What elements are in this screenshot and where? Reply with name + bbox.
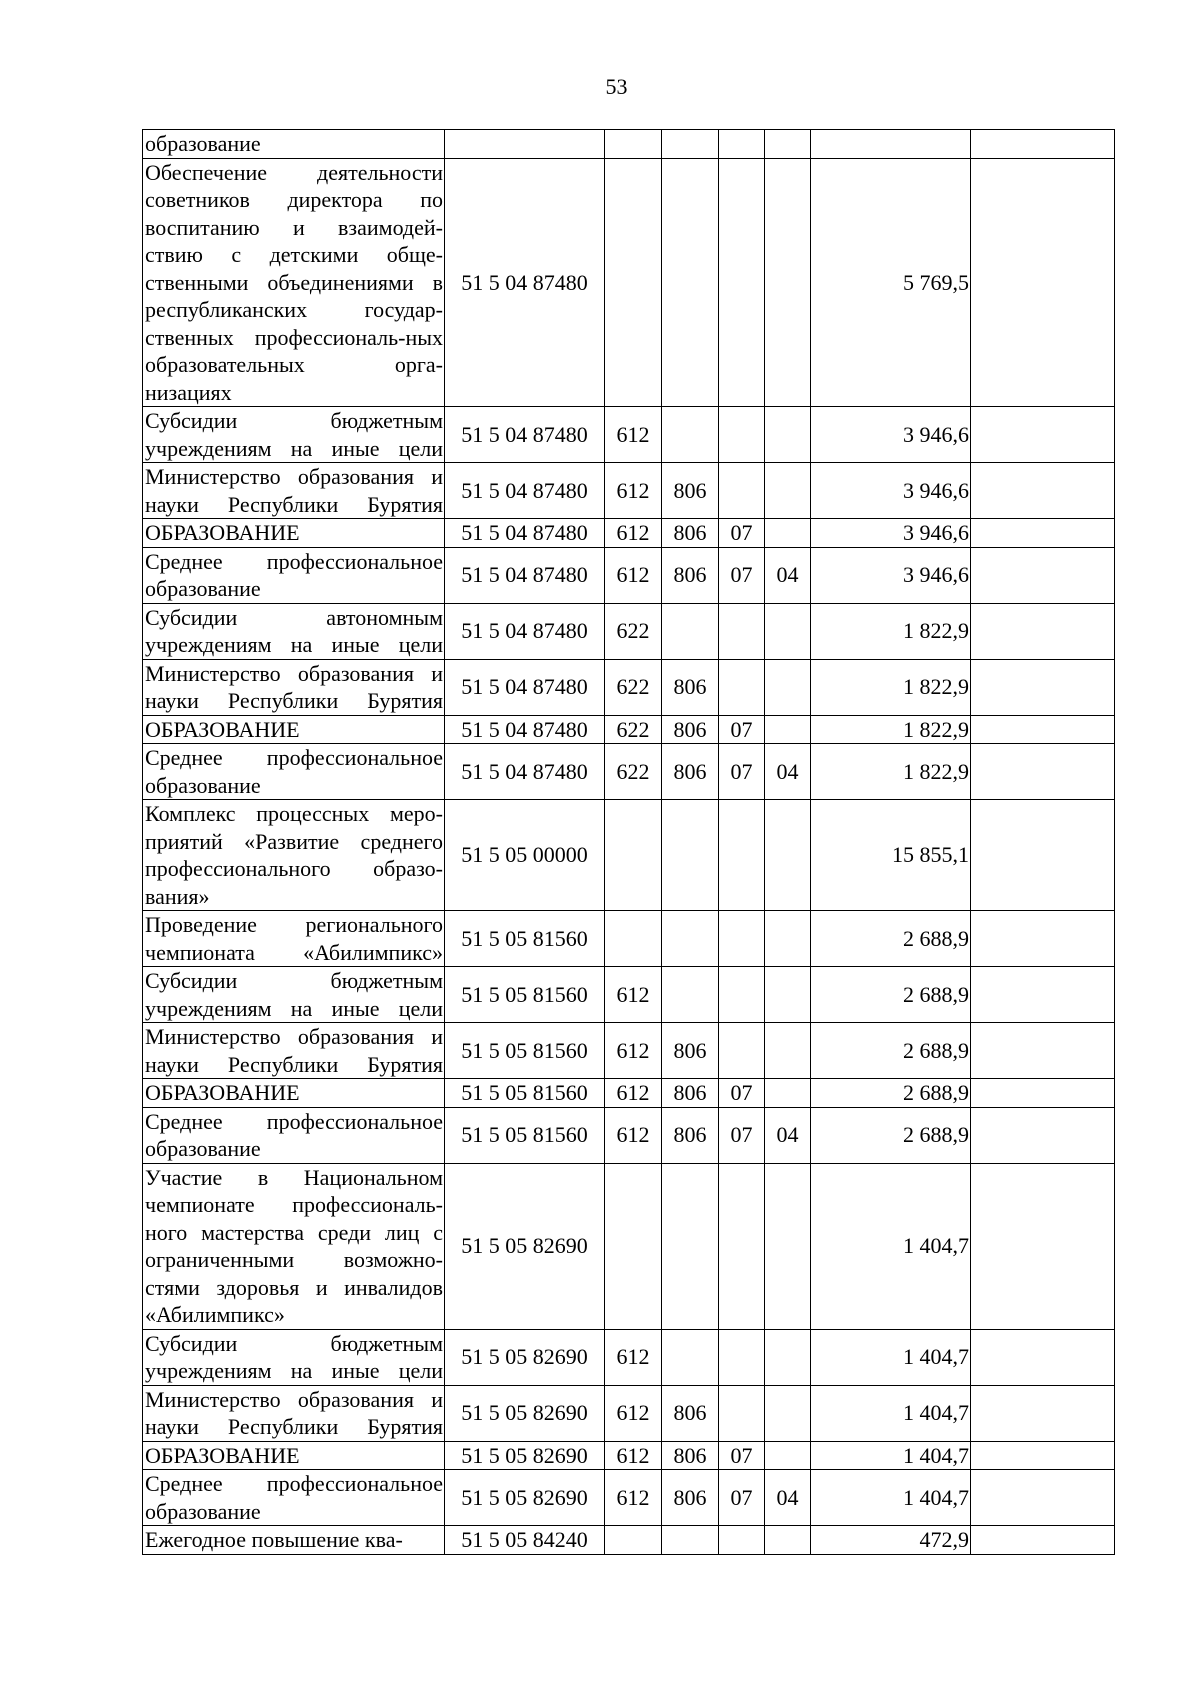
expense-type-cell: 612 — [605, 1107, 662, 1163]
section-cell: 07 — [719, 519, 765, 548]
ministry-code-cell — [662, 1329, 719, 1385]
amount-cell: 3 946,6 — [811, 463, 971, 519]
row-name-cell: Среднее профессиональное образование — [143, 1107, 445, 1163]
subsection-cell — [765, 1023, 811, 1079]
extra-amount-cell — [971, 1329, 1115, 1385]
extra-amount-cell — [971, 1107, 1115, 1163]
ministry-code-cell: 806 — [662, 1023, 719, 1079]
subsection-cell — [765, 659, 811, 715]
amount-cell: 3 946,6 — [811, 407, 971, 463]
section-cell — [719, 967, 765, 1023]
subsection-cell — [765, 1441, 811, 1470]
expense-type-cell: 612 — [605, 967, 662, 1023]
section-cell — [719, 659, 765, 715]
table-row — [143, 744, 1115, 800]
target-code-cell: 51 5 05 82690 — [445, 1329, 605, 1385]
subsection-cell — [765, 1163, 811, 1329]
ministry-code-cell: 806 — [662, 519, 719, 548]
subsection-cell: 04 — [765, 547, 811, 603]
amount-cell: 2 688,9 — [811, 1023, 971, 1079]
target-code-cell: 51 5 04 87480 — [445, 547, 605, 603]
section-cell: 07 — [719, 1107, 765, 1163]
expense-type-cell: 622 — [605, 715, 662, 744]
ministry-code-cell — [662, 1526, 719, 1555]
amount-cell: 15 855,1 — [811, 800, 971, 911]
section-cell — [719, 1526, 765, 1555]
row-name-cell: Проведение регионального чемпионата «Абилимпикс» — [143, 911, 445, 967]
table-row — [143, 463, 1115, 519]
section-cell — [719, 130, 765, 159]
section-cell: 07 — [719, 715, 765, 744]
extra-amount-cell — [971, 800, 1115, 911]
amount-cell: 3 946,6 — [811, 547, 971, 603]
row-name-cell: Субсидии автономным учреждениям на иные цели — [143, 603, 445, 659]
budget-table — [142, 129, 1115, 1555]
subsection-cell: 04 — [765, 1107, 811, 1163]
table-row — [143, 1107, 1115, 1163]
subsection-cell — [765, 1526, 811, 1555]
amount-cell: 1 404,7 — [811, 1470, 971, 1526]
table-body — [143, 130, 1115, 1555]
expense-type-cell: 622 — [605, 744, 662, 800]
section-cell: 07 — [719, 1470, 765, 1526]
target-code-cell: 51 5 05 84240 — [445, 1526, 605, 1555]
ministry-code-cell — [662, 1163, 719, 1329]
row-name-cell: Субсидии бюджетным учреждениям на иные цели — [143, 1329, 445, 1385]
extra-amount-cell — [971, 1023, 1115, 1079]
extra-amount-cell — [971, 407, 1115, 463]
row-name-cell: Обеспечение деятельности советников директора по воспитанию и взаимодей-ствию с детскими обще-ственными объединениями в республиканских государ-ственных профессиональ-ных образовательных орга-низациях — [143, 158, 445, 407]
row-name-cell: ОБРАЗОВАНИЕ — [143, 1079, 445, 1108]
expense-type-cell: 612 — [605, 1441, 662, 1470]
extra-amount-cell — [971, 659, 1115, 715]
target-code-cell: 51 5 05 82690 — [445, 1163, 605, 1329]
ministry-code-cell: 806 — [662, 1385, 719, 1441]
section-cell — [719, 158, 765, 407]
amount-cell: 1 822,9 — [811, 603, 971, 659]
extra-amount-cell — [971, 1163, 1115, 1329]
expense-type-cell: 612 — [605, 519, 662, 548]
table-row — [143, 659, 1115, 715]
row-name-cell: Субсидии бюджетным учреждениям на иные цели — [143, 407, 445, 463]
expense-type-cell — [605, 1163, 662, 1329]
section-cell — [719, 463, 765, 519]
extra-amount-cell — [971, 519, 1115, 548]
subsection-cell — [765, 158, 811, 407]
expense-type-cell — [605, 130, 662, 159]
extra-amount-cell — [971, 967, 1115, 1023]
section-cell: 07 — [719, 744, 765, 800]
table-row — [143, 158, 1115, 407]
expense-type-cell: 612 — [605, 1329, 662, 1385]
amount-cell — [811, 130, 971, 159]
row-name-cell: Ежегодное повышение ква- — [143, 1526, 445, 1555]
target-code-cell: 51 5 05 81560 — [445, 967, 605, 1023]
target-code-cell: 51 5 04 87480 — [445, 158, 605, 407]
expense-type-cell — [605, 911, 662, 967]
expense-type-cell: 612 — [605, 1470, 662, 1526]
expense-type-cell: 622 — [605, 603, 662, 659]
ministry-code-cell: 806 — [662, 1441, 719, 1470]
amount-cell: 2 688,9 — [811, 967, 971, 1023]
row-name-cell: Субсидии бюджетным учреждениям на иные цели — [143, 967, 445, 1023]
amount-cell: 1 404,7 — [811, 1329, 971, 1385]
subsection-cell — [765, 519, 811, 548]
table-row — [143, 407, 1115, 463]
target-code-cell: 51 5 05 81560 — [445, 1079, 605, 1108]
section-cell: 07 — [719, 1441, 765, 1470]
extra-amount-cell — [971, 603, 1115, 659]
ministry-code-cell — [662, 911, 719, 967]
extra-amount-cell — [971, 463, 1115, 519]
ministry-code-cell — [662, 603, 719, 659]
section-cell — [719, 1385, 765, 1441]
section-cell — [719, 407, 765, 463]
expense-type-cell: 612 — [605, 407, 662, 463]
target-code-cell: 51 5 05 81560 — [445, 1107, 605, 1163]
table-row — [143, 967, 1115, 1023]
target-code-cell: 51 5 04 87480 — [445, 659, 605, 715]
target-code-cell: 51 5 05 82690 — [445, 1470, 605, 1526]
section-cell: 07 — [719, 1079, 765, 1108]
target-code-cell: 51 5 04 87480 — [445, 715, 605, 744]
ministry-code-cell — [662, 158, 719, 407]
amount-cell: 2 688,9 — [811, 1079, 971, 1108]
expense-type-cell: 612 — [605, 1023, 662, 1079]
amount-cell: 1 822,9 — [811, 744, 971, 800]
row-name-cell: образование — [143, 130, 445, 159]
subsection-cell: 04 — [765, 744, 811, 800]
target-code-cell: 51 5 05 81560 — [445, 1023, 605, 1079]
ministry-code-cell: 806 — [662, 1079, 719, 1108]
subsection-cell — [765, 1079, 811, 1108]
extra-amount-cell — [971, 911, 1115, 967]
page-number: 53 — [605, 74, 628, 99]
subsection-cell — [765, 1329, 811, 1385]
extra-amount-cell — [971, 1079, 1115, 1108]
extra-amount-cell — [971, 1441, 1115, 1470]
expense-type-cell: 612 — [605, 463, 662, 519]
amount-cell: 1 404,7 — [811, 1441, 971, 1470]
table-row — [143, 1470, 1115, 1526]
subsection-cell — [765, 603, 811, 659]
target-code-cell: 51 5 04 87480 — [445, 603, 605, 659]
target-code-cell: 51 5 04 87480 — [445, 407, 605, 463]
section-cell — [719, 800, 765, 911]
row-name-cell: Министерство образования и науки Республики Бурятия — [143, 1385, 445, 1441]
amount-cell: 1 822,9 — [811, 659, 971, 715]
target-code-cell: 51 5 05 00000 — [445, 800, 605, 911]
table-row — [143, 1023, 1115, 1079]
expense-type-cell: 612 — [605, 1385, 662, 1441]
amount-cell: 2 688,9 — [811, 911, 971, 967]
expense-type-cell: 612 — [605, 547, 662, 603]
table-row — [143, 1441, 1115, 1470]
amount-cell: 1 404,7 — [811, 1163, 971, 1329]
subsection-cell: 04 — [765, 1470, 811, 1526]
ministry-code-cell: 806 — [662, 744, 719, 800]
ministry-code-cell: 806 — [662, 1107, 719, 1163]
ministry-code-cell: 806 — [662, 463, 719, 519]
table-row — [143, 519, 1115, 548]
subsection-cell — [765, 407, 811, 463]
row-name-cell: Среднее профессиональное образование — [143, 744, 445, 800]
amount-cell: 2 688,9 — [811, 1107, 971, 1163]
target-code-cell: 51 5 04 87480 — [445, 463, 605, 519]
subsection-cell — [765, 130, 811, 159]
section-cell — [719, 603, 765, 659]
table-row — [143, 1163, 1115, 1329]
ministry-code-cell — [662, 800, 719, 911]
table-row — [143, 603, 1115, 659]
expense-type-cell — [605, 1526, 662, 1555]
target-code-cell: 51 5 05 81560 — [445, 911, 605, 967]
expense-type-cell: 612 — [605, 1079, 662, 1108]
extra-amount-cell — [971, 744, 1115, 800]
extra-amount-cell — [971, 130, 1115, 159]
row-name-cell: Среднее профессиональное образование — [143, 547, 445, 603]
extra-amount-cell — [971, 547, 1115, 603]
table-row — [143, 547, 1115, 603]
amount-cell: 5 769,5 — [811, 158, 971, 407]
table-row — [143, 715, 1115, 744]
table-row — [143, 1526, 1115, 1555]
expense-type-cell — [605, 158, 662, 407]
target-code-cell: 51 5 05 82690 — [445, 1385, 605, 1441]
ministry-code-cell: 806 — [662, 659, 719, 715]
section-cell — [719, 911, 765, 967]
extra-amount-cell — [971, 1526, 1115, 1555]
table-row — [143, 1385, 1115, 1441]
target-code-cell — [445, 130, 605, 159]
subsection-cell — [765, 1385, 811, 1441]
row-name-cell: Среднее профессиональное образование — [143, 1470, 445, 1526]
section-cell: 07 — [719, 547, 765, 603]
table-row — [143, 130, 1115, 159]
ministry-code-cell — [662, 130, 719, 159]
ministry-code-cell — [662, 407, 719, 463]
row-name-cell: ОБРАЗОВАНИЕ — [143, 715, 445, 744]
row-name-cell: Комплекс процессных меро-приятий «Развитие среднего профессионального образо-вания» — [143, 800, 445, 911]
row-name-cell: ОБРАЗОВАНИЕ — [143, 1441, 445, 1470]
expense-type-cell — [605, 800, 662, 911]
ministry-code-cell: 806 — [662, 547, 719, 603]
amount-cell: 472,9 — [811, 1526, 971, 1555]
subsection-cell — [765, 911, 811, 967]
section-cell — [719, 1023, 765, 1079]
ministry-code-cell — [662, 967, 719, 1023]
subsection-cell — [765, 800, 811, 911]
row-name-cell: Министерство образования и науки Республики Бурятия — [143, 1023, 445, 1079]
target-code-cell: 51 5 04 87480 — [445, 519, 605, 548]
expense-type-cell: 622 — [605, 659, 662, 715]
ministry-code-cell: 806 — [662, 715, 719, 744]
extra-amount-cell — [971, 1470, 1115, 1526]
row-name-cell: Министерство образования и науки Республики Бурятия — [143, 659, 445, 715]
table-row — [143, 1079, 1115, 1108]
section-cell — [719, 1329, 765, 1385]
table-row — [143, 1329, 1115, 1385]
row-name-cell: Участие в Национальном чемпионате профессиональ-ного мастерства среди лиц с ограниченными возможно-стями здоровья и инвалидов «Абилимпикс» — [143, 1163, 445, 1329]
amount-cell: 1 404,7 — [811, 1385, 971, 1441]
table-row — [143, 911, 1115, 967]
ministry-code-cell: 806 — [662, 1470, 719, 1526]
extra-amount-cell — [971, 715, 1115, 744]
target-code-cell: 51 5 05 82690 — [445, 1441, 605, 1470]
section-cell — [719, 1163, 765, 1329]
row-name-cell: Министерство образования и науки Республики Бурятия — [143, 463, 445, 519]
subsection-cell — [765, 463, 811, 519]
amount-cell: 1 822,9 — [811, 715, 971, 744]
amount-cell: 3 946,6 — [811, 519, 971, 548]
row-name-cell: ОБРАЗОВАНИЕ — [143, 519, 445, 548]
subsection-cell — [765, 715, 811, 744]
subsection-cell — [765, 967, 811, 1023]
table-row — [143, 800, 1115, 911]
target-code-cell: 51 5 04 87480 — [445, 744, 605, 800]
extra-amount-cell — [971, 158, 1115, 407]
extra-amount-cell — [971, 1385, 1115, 1441]
